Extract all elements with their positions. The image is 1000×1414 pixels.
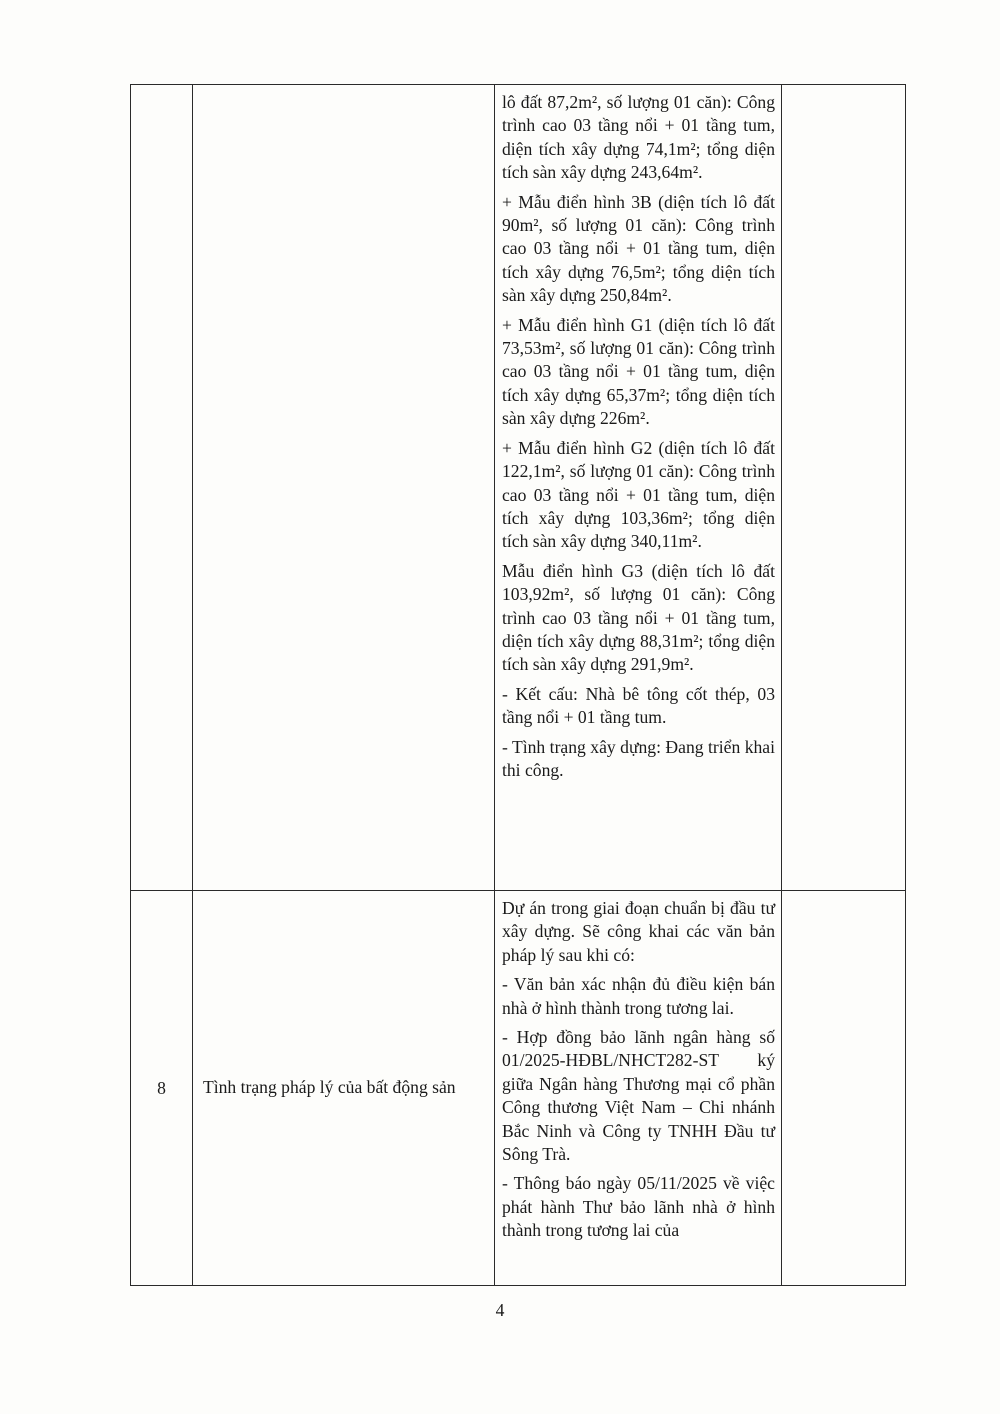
- row-note-cell: [782, 891, 906, 1286]
- row-label-cell: [193, 85, 495, 891]
- content-paragraph: lô đất 87,2m², số lượng 01 căn): Công trình cao 03 tầng nổi + 01 tầng tum, diện tích xây dựng 74,1m²; tổng diện tích sàn xây dựng 243,64m².: [502, 92, 775, 183]
- table-row: [131, 891, 906, 1286]
- content-paragraph: + Mẫu điển hình 3B (diện tích lô đất 90m², số lượng 01 căn): Công trình cao 03 tầng nổi + 01 tầng tum, diện tích xây dựng 76,5m²; tổng diện tích sàn xây dựng 250,84m².: [502, 191, 775, 306]
- row-label: Tình trạng pháp lý của bất động sản: [203, 1077, 456, 1098]
- content-paragraph: - Kết cấu: Nhà bê tông cốt thép, 03 tầng nổi + 01 tầng tum.: [502, 683, 775, 728]
- content-paragraph: + Mẫu điển hình G2 (diện tích lô đất 122,1m², số lượng 01 căn): Công trình cao 03 tầng nổi + 01 tầng tum, diện tích xây dựng 103,36m²; tổng diện tích sàn xây dựng 340,11m².: [502, 437, 775, 552]
- content-paragraph: + Mẫu điển hình G1 (diện tích lô đất 73,53m², số lượng 01 căn): Công trình cao 03 tầng nổi + 01 tầng tum, diện tích xây dựng 65,37m²; tổng diện tích sàn xây dựng 226m².: [502, 314, 775, 429]
- table-row: [131, 85, 906, 891]
- property-info-table: [130, 84, 906, 1286]
- page-number: 4: [495, 1300, 505, 1320]
- content-paragraph: - Văn bản xác nhận đủ điều kiện bán nhà ở hình thành trong tương lai.: [502, 974, 775, 1018]
- row-note-cell: [782, 85, 906, 891]
- row-content-cell: [495, 891, 782, 1286]
- row-content: [495, 891, 781, 1247]
- content-paragraph: - Tình trạng xây dựng: Đang triển khai thi công.: [502, 736, 775, 780]
- row-content: [495, 85, 781, 786]
- row-number-cell: 8: [131, 891, 193, 1286]
- content-paragraph: - Thông báo ngày 05/11/2025 về việc phát hành Thư bảo lãnh nhà ở hình thành trong tương lai của: [502, 1173, 775, 1241]
- content-paragraph: Mẫu điển hình G3 (diện tích lô đất 103,92m², số lượng 01 căn): Công trình cao 03 tầng nổi + 01 tầng tum, diện tích xây dựng 88,31m²; tổng diện tích sàn xây dựng 291,9m².: [502, 560, 775, 675]
- row-content-cell: [495, 85, 782, 891]
- content-paragraph: Dự án trong giai đoạn chuẩn bị đầu tư xây dựng. Sẽ công khai các văn bản pháp lý sau khi có:: [502, 898, 775, 965]
- row-number-cell: [131, 85, 193, 891]
- row-label-cell: [193, 891, 495, 1286]
- content-paragraph: - Hợp đồng bảo lãnh ngân hàng số 01/2025-HĐBL/NHCT282-ST ký giữa Ngân hàng Thương mại cổ phần Công thương Việt Nam – Chi nhánh Bắc Ninh và Công ty TNHH Đầu tư Sông Trà.: [502, 1027, 775, 1165]
